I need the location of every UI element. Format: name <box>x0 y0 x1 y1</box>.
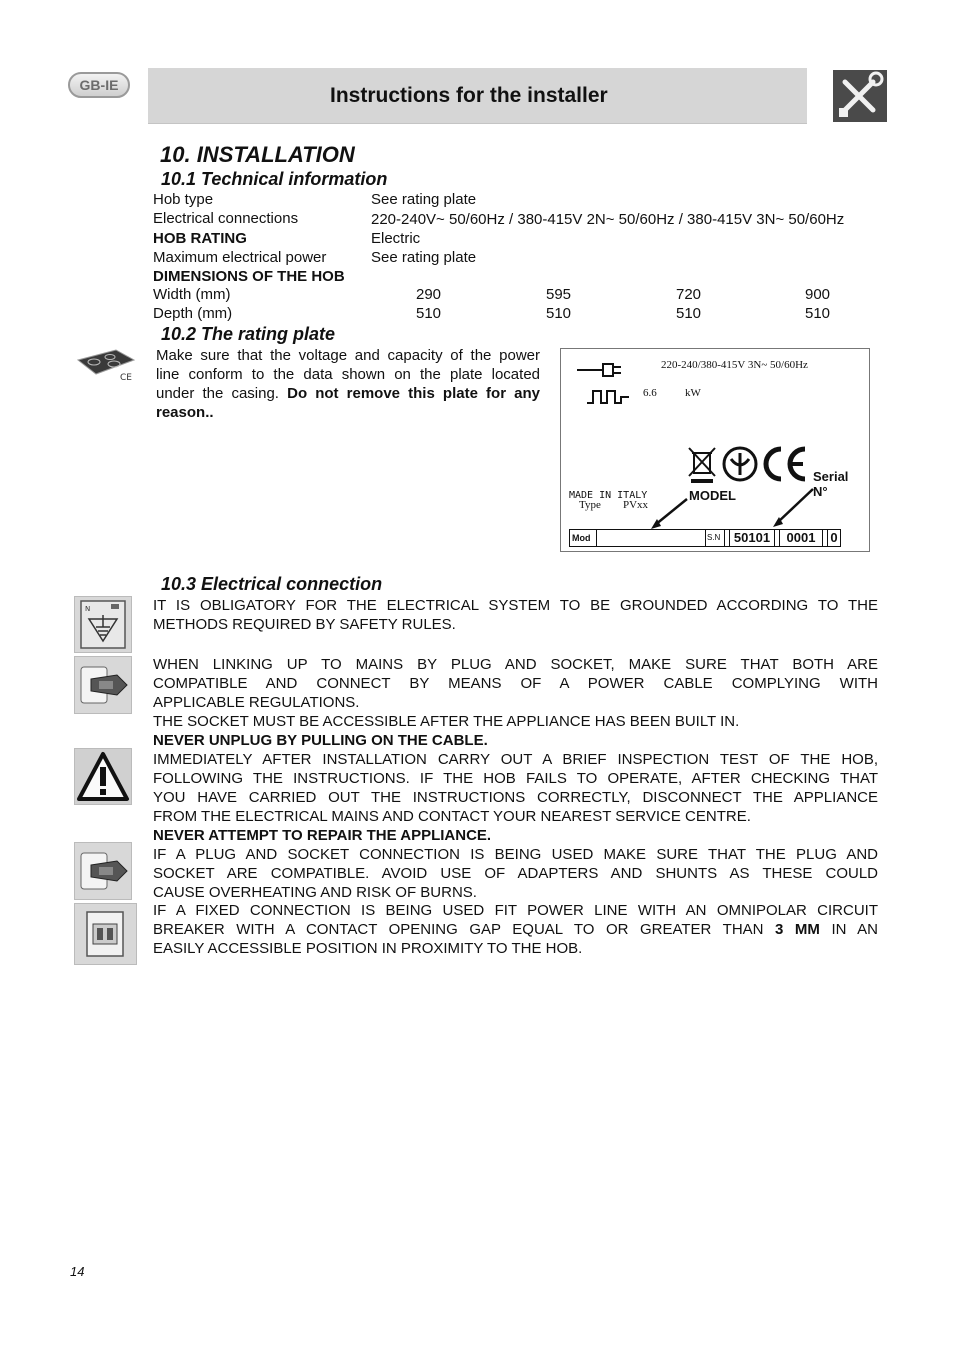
rating-plate-line-2: line conform to the data shown on the plate located <box>156 366 540 383</box>
dim-depth-1: 510 <box>416 305 442 322</box>
never-unplug-text: NEVER UNPLUG BY PULLING ON THE CABLE. <box>153 732 488 749</box>
plate-sn-3: 0 <box>827 529 841 547</box>
plug-line-3: APPLICABLE REGULATIONS. <box>153 694 360 711</box>
plate-type-value: PVxx <box>623 499 649 511</box>
dim-width-2: 595 <box>546 286 572 303</box>
fixed-line-2-post: IN AN <box>819 921 878 938</box>
section-title: 10. INSTALLATION <box>160 142 355 167</box>
dim-label-width: Width (mm) <box>153 286 231 303</box>
tech-info-heading: 10.1 Technical information <box>161 169 388 189</box>
dim-width-1: 290 <box>416 286 442 303</box>
language-badge: GB-IE <box>68 72 130 98</box>
inspection-line-1: IMMEDIATELY AFTER INSTALLATION CARRY OUT A BRIEF INSPECTION TEST OF THE HOB, <box>153 751 878 768</box>
grounding-line-1: IT IS OBLIGATORY FOR THE ELECTRICAL SYSTEM TO BE GROUNDED ACCORDING TO THE <box>153 597 878 614</box>
fixed-line-3: EASILY ACCESSIBLE POSITION IN PROXIMITY TO THE HOB. <box>153 940 583 957</box>
plate-type-label: Type <box>579 499 601 511</box>
tools-icon <box>833 70 887 122</box>
plate-made-in: MADE IN ITALY <box>569 490 648 501</box>
grounding-line-2: METHODS REQUIRED BY SAFETY RULES. <box>153 616 456 633</box>
plate-sn-2: 0001 <box>779 529 823 547</box>
plug-line-2: COMPATIBLE AND CONNECT BY MEANS OF A POWER CABLE COMPLYING WITH <box>153 675 878 692</box>
dim-width-4: 900 <box>805 286 831 303</box>
fixed-line-2-gap: 3 MM <box>775 921 820 938</box>
compat-line-3: CAUSE OVERHEATING AND RISK OF BURNS. <box>153 884 477 901</box>
rating-plate-heading: 10.2 The rating plate <box>161 324 336 344</box>
page-title: Instructions for the installer <box>330 84 608 107</box>
svg-text:N: N <box>85 605 91 613</box>
rating-plate-line-1: Make sure that the voltage and capacity of the power <box>156 347 540 364</box>
electrical-heading: 10.3 Electrical connection <box>161 574 383 594</box>
row-value-electrical: 220-240V~ 50/60Hz / 380-415V 2N~ 50/60Hz / 380-415V 3N~ 50/60Hz <box>371 211 845 228</box>
rating-plate-warning-2: reason.. <box>156 404 214 421</box>
plug-line-1: WHEN LINKING UP TO MAINS BY PLUG AND SOCKET, MAKE SURE THAT BOTH ARE <box>153 656 878 673</box>
svg-text:CE: CE <box>120 373 132 383</box>
row-label-dimensions: DIMENSIONS OF THE HOB <box>153 268 345 285</box>
row-value-hob-rating: Electric <box>371 230 421 247</box>
socket-accessible-text: THE SOCKET MUST BE ACCESSIBLE AFTER THE APPLIANCE HAS BEEN BUILT IN. <box>153 713 740 730</box>
dim-label-depth: Depth (mm) <box>153 305 233 322</box>
serial-text: Serial <box>813 469 849 484</box>
plate-voltage: 220-240/380-415V 3N~ 50/60Hz <box>661 359 808 371</box>
never-repair-text: NEVER ATTEMPT TO REPAIR THE APPLIANCE. <box>153 827 492 844</box>
plate-arrows <box>561 349 871 553</box>
serial-n-text: N° <box>813 484 828 499</box>
fixed-line-2-pre: BREAKER WITH A CONTACT OPENING GAP EQUAL TO OR GREATER THAN <box>153 921 776 938</box>
row-label-hob-type: Hob type <box>153 191 214 208</box>
plug-compatible-icon <box>74 842 132 900</box>
plate-sn-label: S.N <box>705 529 725 547</box>
dim-depth-3: 510 <box>676 305 702 322</box>
rating-plate-warning-1: Do not remove this plate for any <box>287 385 541 402</box>
hob-icon <box>76 346 136 386</box>
compat-line-2: SOCKET ARE COMPATIBLE. AVOID USE OF ADAPTERS AND SHUNTS AS THESE COULD <box>153 865 878 882</box>
inspection-line-3: YOU HAVE CARRIED OUT THE INSTRUCTIONS CORRECTLY, DISCONNECT THE APPLIANCE <box>153 789 878 806</box>
compat-line-1: IF A PLUG AND SOCKET CONNECTION IS BEING USED MAKE SURE THAT THE PLUG AND <box>153 846 878 863</box>
plate-power: 6.6 <box>643 387 657 399</box>
plug-socket-text <box>153 655 878 902</box>
page-number: 14 <box>70 1264 85 1279</box>
rating-plate-text <box>156 346 540 422</box>
dim-width-3: 720 <box>676 286 702 303</box>
row-label-electrical: Electrical connections <box>153 210 299 227</box>
row-value-hob-type: See rating plate <box>371 191 477 208</box>
plate-sn-1: 50101 <box>729 529 775 547</box>
dim-depth-4: 510 <box>805 305 831 322</box>
rating-plate-image <box>560 348 870 552</box>
circuit-breaker-icon <box>74 903 137 965</box>
row-label-hob-rating: HOB RATING <box>153 230 247 247</box>
row-value-max-power: See rating plate <box>371 249 477 266</box>
plate-model-label: MODEL <box>689 488 736 503</box>
grounding-icon <box>74 596 132 653</box>
grounding-text <box>153 596 878 634</box>
dim-depth-2: 510 <box>546 305 572 322</box>
warning-icon <box>74 748 132 805</box>
row-label-max-power: Maximum electrical power <box>153 249 327 266</box>
inspection-line-2: FOLLOWING THE INSTRUCTIONS. IF THE HOB FAILS TO OPERATE, AFTER CHECKING THAT <box>153 770 878 787</box>
fixed-connection-text <box>153 901 878 958</box>
plate-mod-label: Mod <box>569 529 597 547</box>
plate-power-unit: kW <box>685 387 701 399</box>
fixed-line-1: IF A FIXED CONNECTION IS BEING USED FIT POWER LINE WITH AN OMNIPOLAR CIRCUIT <box>153 902 878 919</box>
rating-plate-line-3: under the casing. <box>156 385 279 402</box>
plug-socket-icon <box>74 656 132 714</box>
inspection-line-4: FROM THE ELECTRICAL MAINS AND CONTACT YOUR NEAREST SERVICE CENTRE. <box>153 808 751 825</box>
